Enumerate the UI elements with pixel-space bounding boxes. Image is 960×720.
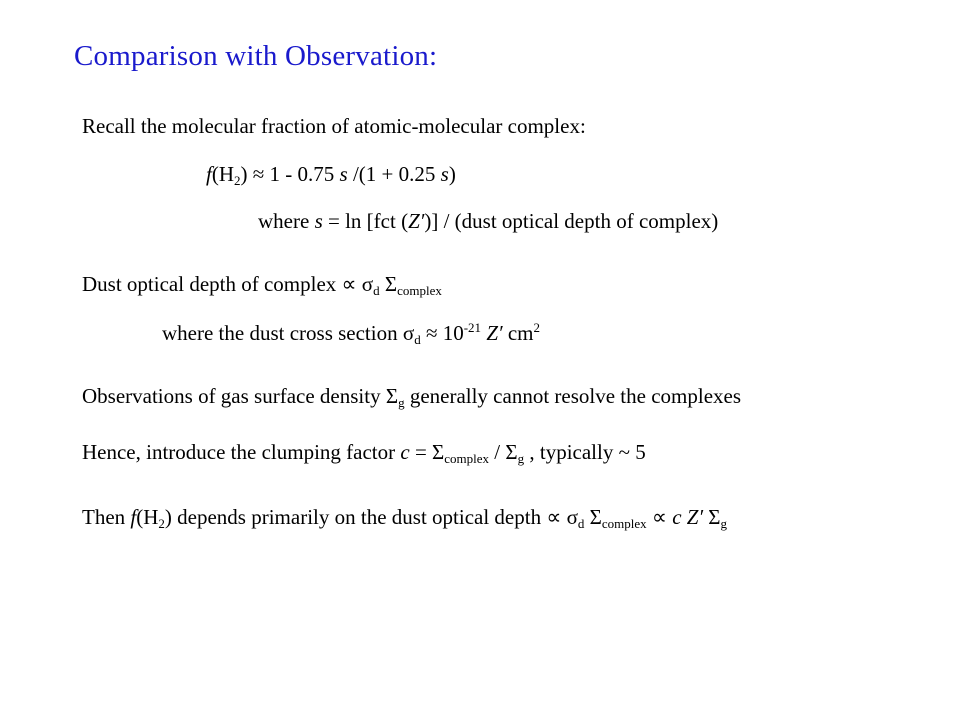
observations-sub-g: g <box>398 395 405 410</box>
then-f: f <box>130 505 137 529</box>
formula-f: f <box>206 162 212 186</box>
formula-s2: s <box>440 162 449 186</box>
then-c-var: c Z′ <box>672 505 704 529</box>
then-sub2: 2 <box>158 516 165 531</box>
where-s-z: Z′ <box>408 209 425 233</box>
hence-d: / Σ <box>489 440 518 464</box>
dust-where-sub-d: d <box>414 332 421 347</box>
hence-sub-complex: complex <box>444 451 490 466</box>
then-e: ∝ <box>646 505 673 529</box>
dust-line-sub-complex: complex <box>397 283 442 298</box>
hence-c: c <box>400 440 410 464</box>
where-s-var: s <box>314 209 323 233</box>
then-b: (H <box>136 505 159 529</box>
hence-a: Hence, introduce the clumping factor <box>82 440 401 464</box>
slide-title: Comparison with Observation: <box>74 40 438 72</box>
formula-rest-c: ) <box>448 162 456 186</box>
dust-where-a: where the dust cross section σ <box>162 321 415 345</box>
dust-where-sup-exp: -21 <box>463 320 482 335</box>
formula-rest-b: /(1 + 0.25 <box>347 162 441 186</box>
hence-sub-g: g <box>517 451 525 466</box>
where-s-c: )] / (dust optical depth of complex) <box>424 209 719 233</box>
observations-b: generally cannot resolve the complexes <box>404 384 742 408</box>
dust-line-b: Σ <box>379 272 398 296</box>
formula-s1: s <box>339 162 348 186</box>
hence-e: , typically ~ 5 <box>524 440 646 464</box>
then-sub-d: d <box>577 516 585 531</box>
dust-cross-section-line <box>162 321 540 346</box>
dust-line-sub-d: d <box>373 283 380 298</box>
formula-h: (H <box>211 162 235 186</box>
then-sub-complex: complex <box>601 516 647 531</box>
then-d: Σ <box>584 505 602 529</box>
observations-line <box>82 384 741 409</box>
dust-optical-depth-line <box>82 272 442 297</box>
observations-a: Observations of gas surface density Σ <box>82 384 399 408</box>
then-a: Then <box>82 505 131 529</box>
then-sub-g: g <box>720 516 728 531</box>
dust-line-a: Dust optical depth of complex ∝ σ <box>82 272 374 296</box>
then-dependence-line <box>82 505 727 530</box>
dust-where-c: cm <box>502 321 534 345</box>
molecular-fraction-formula <box>206 162 456 187</box>
clumping-factor-line <box>82 440 646 465</box>
formula-sub2: 2 <box>234 173 241 188</box>
recall-intro: Recall the molecular fraction of atomic-molecular complex: <box>82 114 586 138</box>
where-s-b: = ln [fct ( <box>322 209 409 233</box>
then-f2: Σ <box>703 505 721 529</box>
dust-where-b: ≈ 10 <box>420 321 464 345</box>
where-s-a: where <box>258 209 315 233</box>
dust-where-sup-2: 2 <box>533 320 540 335</box>
hence-b: = Σ <box>409 440 445 464</box>
then-c: ) depends primarily on the dust optical depth ∝ σ <box>164 505 578 529</box>
where-s-definition <box>258 209 718 234</box>
formula-rest-a: ) ≈ 1 - 0.75 <box>240 162 340 186</box>
dust-where-z: Z′ <box>481 321 503 345</box>
